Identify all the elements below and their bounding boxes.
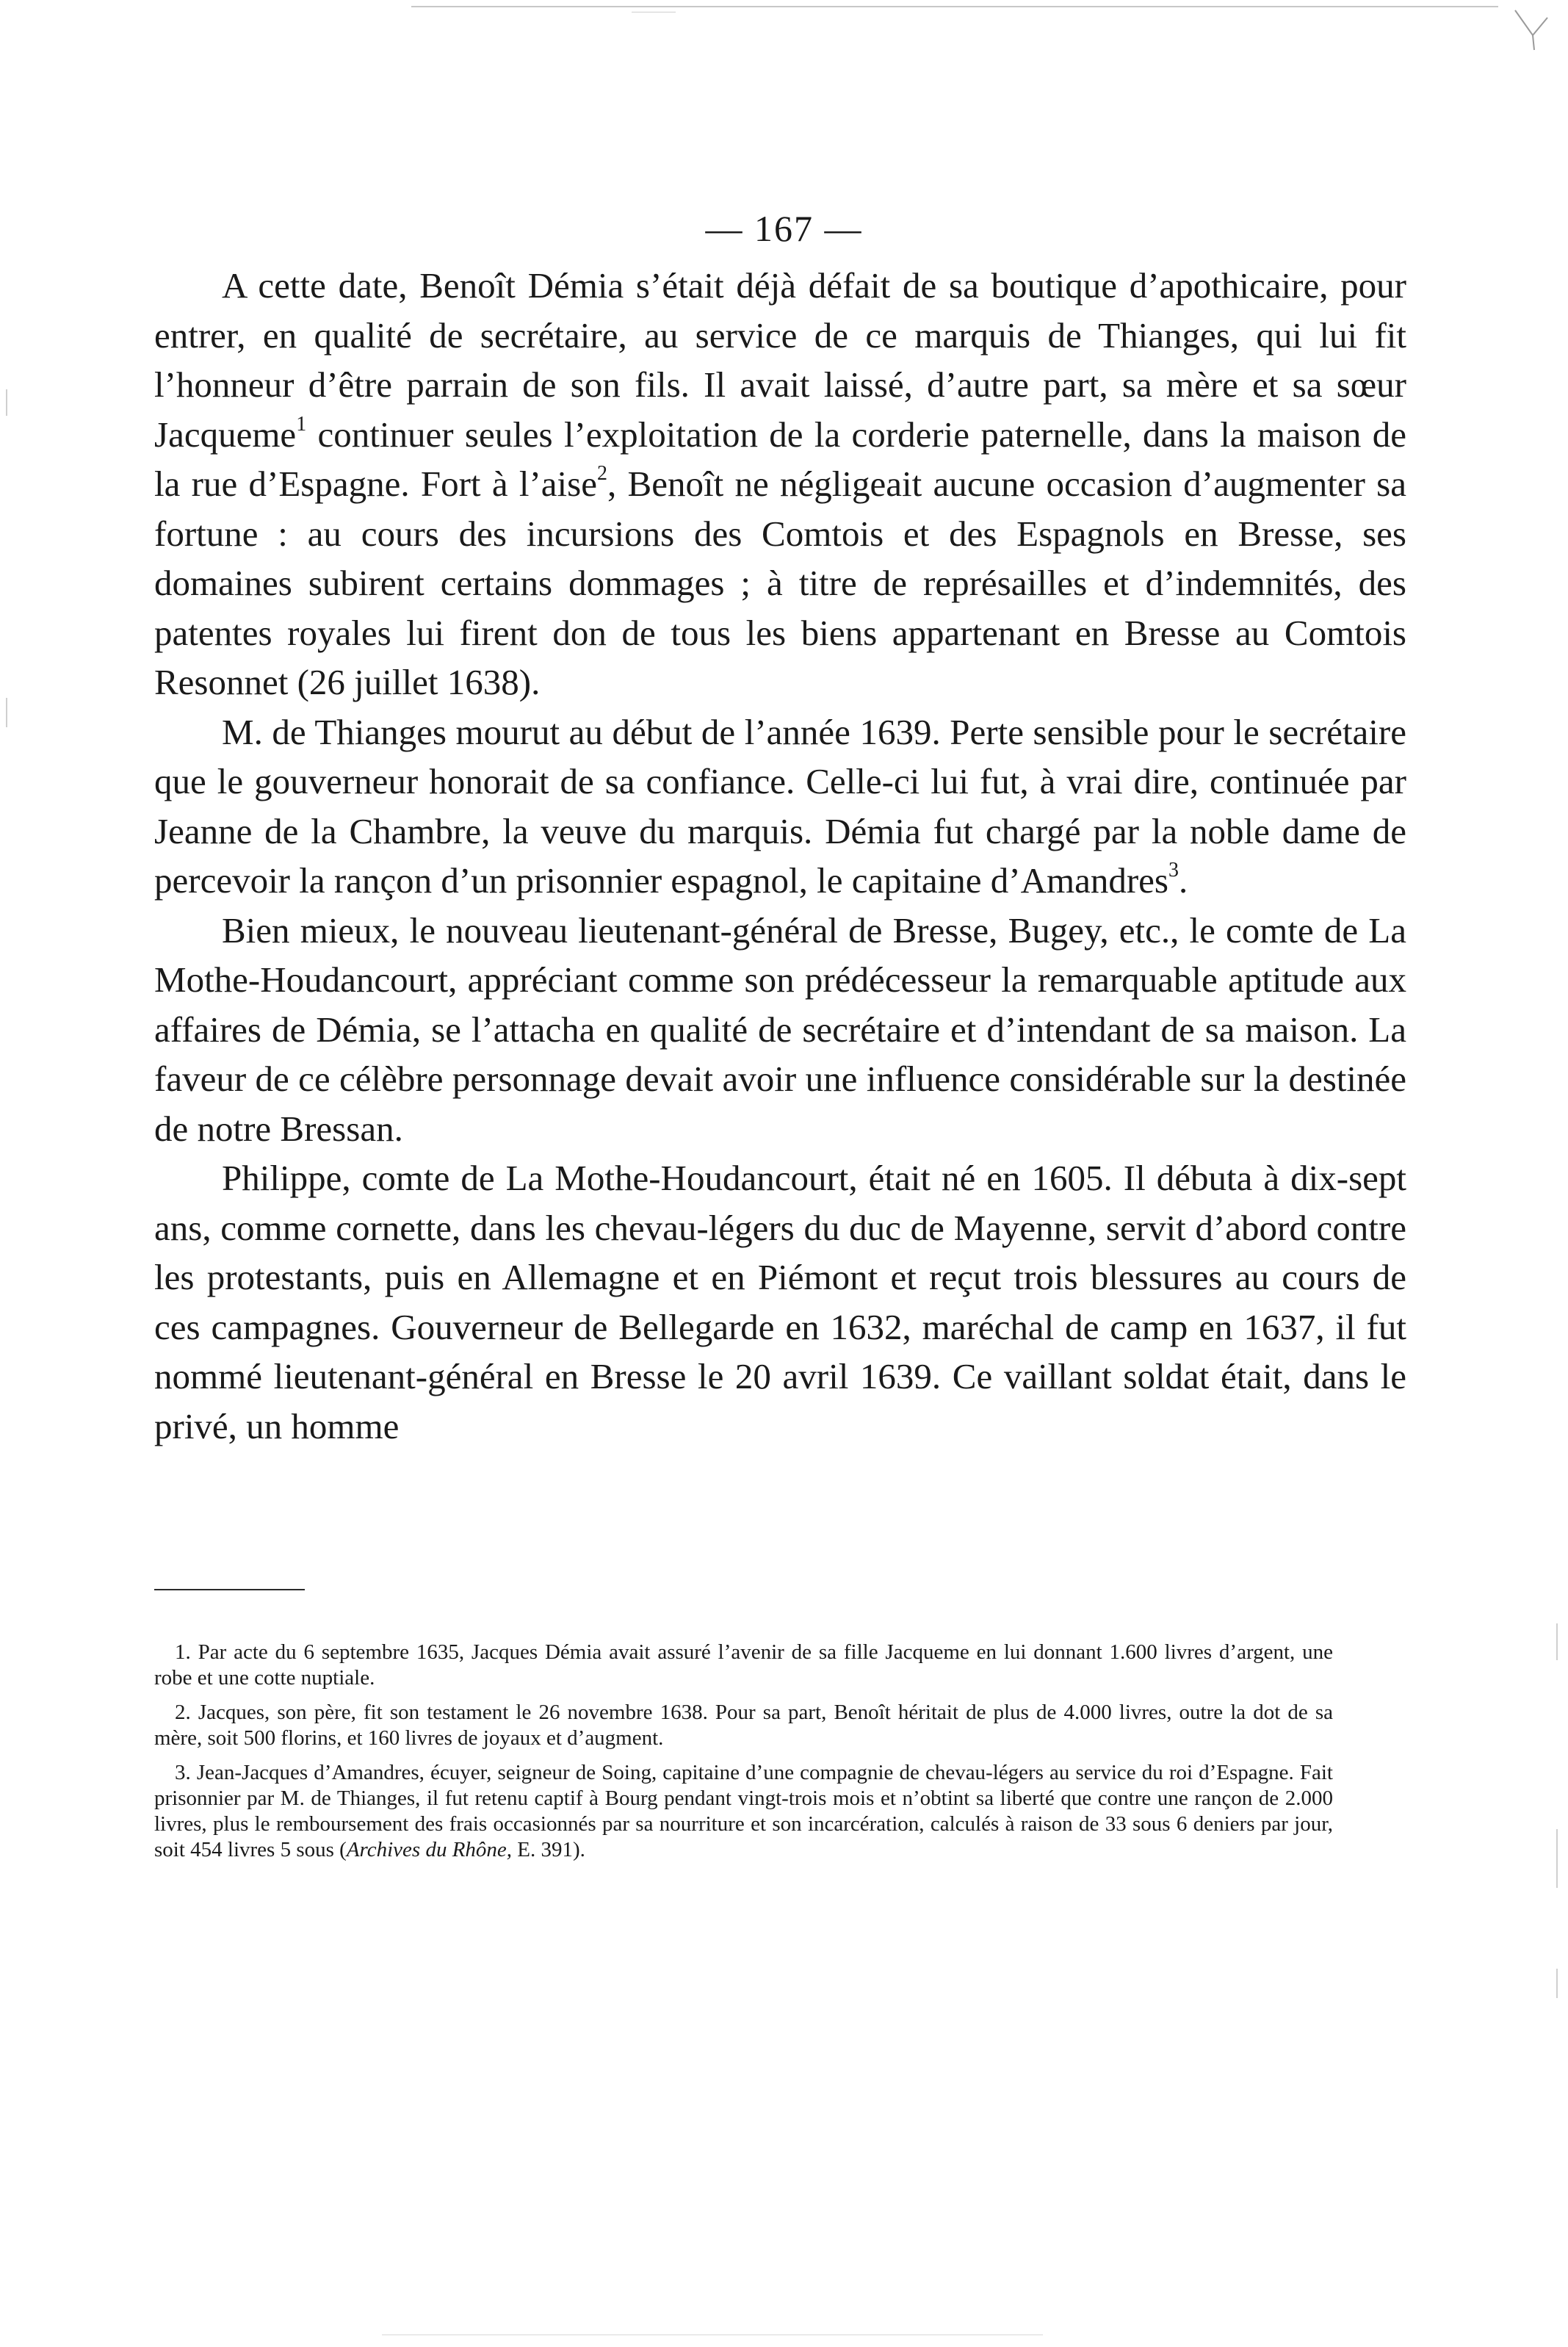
paragraph-1-text-b: continuer seules l’exploitation de la corderie paternelle, dans la maison de la rue d’Espagne. Fort à l’aise <box>154 414 1406 504</box>
body-text <box>154 261 1406 1451</box>
paragraph-4: Philippe, comte de La Mothe-Houdancourt, était né en 1605. Il débuta à dix-sept ans, comme cornette, dans les chevau-légers du duc de Mayenne, servit d’abord contre les protestants, puis en Allemagne et en Piémont et reçut trois blessures au cours de ces campagnes. Gouverneur de Bellegarde en 1632, maréchal de camp en 1637, il fut nommé lieutenant-général en Bresse le 20 avril 1639. Ce vaillant soldat était, dans le privé, un homme <box>154 1158 1406 1446</box>
scan-edge-mark <box>1556 1969 1558 1998</box>
paragraph-1-text-a: A cette date, Benoît Démia s’était déjà défait de sa boutique d’apothicaire, pour entrer, en qualité de secrétaire, au service de ce marquis de Thianges, qui lui fit l’honneur d’être parrain de son fils. Il avait laissé, d’autre part, sa mère et sa sœur Jacqueme <box>154 265 1406 455</box>
scan-edge-top <box>411 6 1498 7</box>
page-corner-mark <box>1509 7 1553 51</box>
paragraph-1-text-c: , Benoît ne négligeait aucune occasion d’augmenter sa fortune : au cours des incursions des Comtois et des Espagnols en Bresse, ses domaines subirent certains dommages ; à titre de représailles et d’indemnités, des patentes royales lui firent don de tous les biens appartenant en Bresse au Comtois Resonnet (26 juillet 1638). <box>154 464 1406 702</box>
footnote-3-text-b: E. 391). <box>512 1838 585 1861</box>
paragraph-2 <box>154 707 1406 906</box>
footnote-ref-2: 2 <box>597 462 607 485</box>
scan-edge-mark <box>6 389 7 416</box>
footnote-3-source: Archives du Rhône, <box>346 1838 513 1861</box>
footnote-2: 2. Jacques, son père, fit son testament le 26 novembre 1638. Pour sa part, Benoît héritait de plus de 4.000 livres, outre la dot de sa mère, soit 500 florins, et 160 livres de joyaux et d’augment. <box>154 1701 1333 1750</box>
paragraph-1 <box>154 261 1406 707</box>
scan-edge-mark <box>1556 1829 1558 1888</box>
paragraph-3: Bien mieux, le nouveau lieutenant-général de Bresse, Bugey, etc., le comte de La Mothe-Houdancourt, appréciant comme son prédécesseur la remarquable aptitude aux affaires de Démia, se l’attacha en qualité de secrétaire et d’intendant de sa maison. La faveur de ce célèbre personnage devait avoir une influence considérable sur la destinée de notre Bressan. <box>154 909 1406 1149</box>
footnote-3 <box>154 1760 1333 1863</box>
scan-edge-mark <box>1556 1623 1558 1660</box>
footnote-1: 1. Par acte du 6 septembre 1635, Jacques Démia avait assuré l’avenir de sa fille Jacqueme en lui donnant 1.600 livres d’argent, une robe et une cotte nuptiale. <box>154 1640 1333 1690</box>
footnote-ref-3: 3 <box>1168 859 1179 882</box>
footnote-3-text-a: 3. Jean-Jacques d’Amandres, écuyer, seigneur de Soing, capitaine d’une compagnie de chevau-légers au service du roi d’Espagne. Fait prisonnier par M. de Thianges, il fut retenu captif à Bourg pendant vingt-trois mois et n’obtint sa liberté que contre une rançon de 2.000 livres, plus le remboursement des frais occasionnés par sa nourriture et son incarcération, calculés à raison de 33 sous 6 deniers par jour, soit 454 livres 5 sous ( <box>154 1761 1333 1861</box>
paragraph-2-text-a: M. de Thianges mourut au début de l’année 1639. Perte sensible pour le secrétaire que le gouverneur honorait de sa confiance. Celle-ci lui fut, à vrai dire, continuée par Jeanne de la Chambre, la veuve du marquis. Démia fut chargé par la noble dame de percevoir la rançon d’un prisonnier espagnol, le capitaine d’Amandres <box>154 711 1406 901</box>
footnotes <box>154 1640 1333 1872</box>
paragraph-2-text-b: . <box>1179 860 1188 901</box>
footnote-separator <box>154 1589 305 1590</box>
scan-edge-mark <box>6 698 7 727</box>
footnote-ref-1: 1 <box>296 412 307 436</box>
page-number: — 167 — <box>705 208 863 249</box>
